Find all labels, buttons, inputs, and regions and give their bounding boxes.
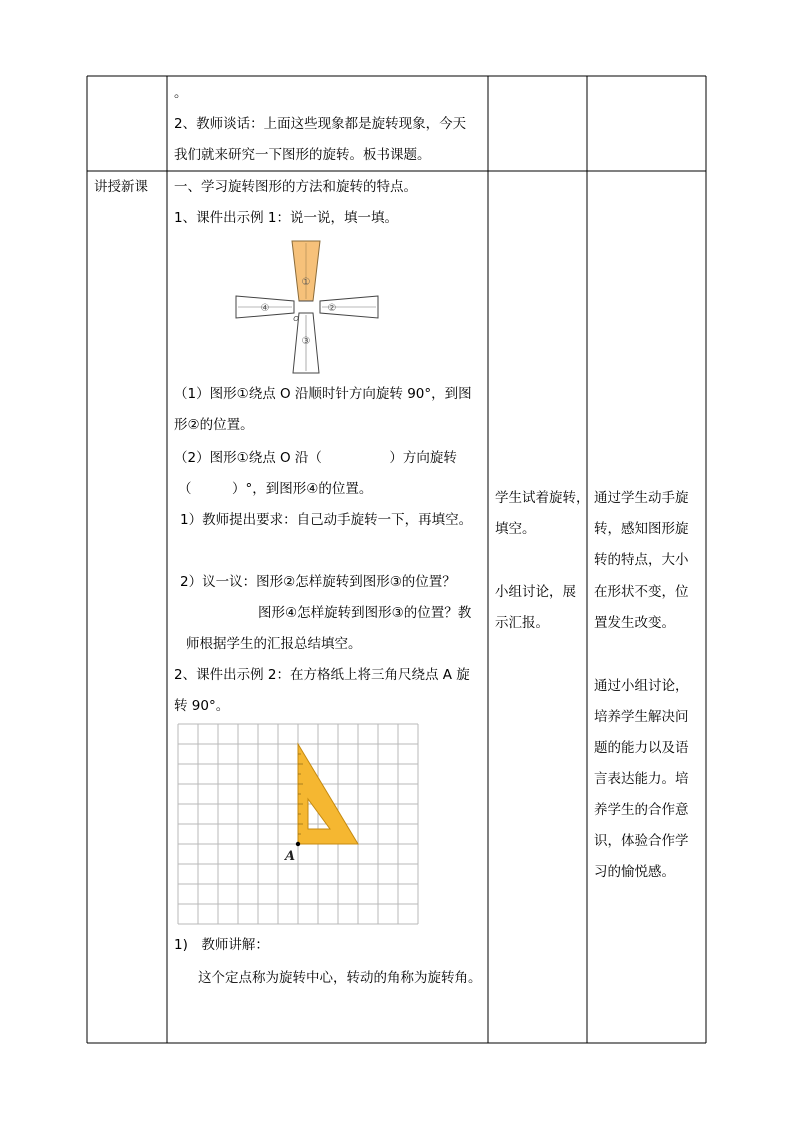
label-o: O [293, 315, 299, 323]
definition-line: 这个定点称为旋转中心，转动的角称为旋转角。 [198, 970, 482, 986]
example1-title: 1、课件出示例 1：说一说，填一填。 [174, 210, 398, 226]
student-line3: 小组讨论，展 [495, 584, 576, 600]
grid-set-square-figure [177, 723, 419, 925]
discussion-line1: 2）议一议：图形②怎样旋转到图形③的位置？ [180, 574, 456, 590]
purpose-line12: 习的愉悦感。 [594, 864, 675, 880]
teacher-explain: 1) 教师讲解： [174, 937, 269, 953]
label-4: ④ [260, 303, 270, 314]
teacher-requirement: 1）教师提出要求：自己动手旋转一下，再填空。 [180, 512, 473, 528]
example2-line1: 2、课件出示例 2：在方格纸上将三角尺绕点 A 旋 [174, 667, 470, 683]
set-square [298, 744, 358, 844]
purpose-line1: 通过学生动手旋 [594, 490, 689, 506]
purpose-line5: 置发生改变。 [594, 615, 675, 631]
purpose-line7: 培养学生解决问 [594, 709, 689, 725]
discussion-line2: 图形④怎样旋转到图形③的位置？教 [258, 605, 472, 621]
point-a-label: A [285, 849, 296, 864]
label-1: ① [301, 277, 311, 288]
question2-line1: （2）图形①绕点 O 沿（ ）方向旋转 [174, 450, 457, 466]
student-line2: 填空。 [495, 521, 536, 537]
row1-line1: 。 [174, 85, 188, 101]
stage-label: 讲授新课 [94, 179, 148, 195]
purpose-line10: 养学生的合作意 [594, 802, 689, 818]
question2-line2: （ ）°，到图形④的位置。 [178, 481, 373, 497]
purpose-line3: 转的特点，大小 [594, 552, 689, 568]
example2-line2: 转 90°。 [174, 698, 230, 714]
question1-line1: （1）图形①绕点 O 沿顺时针方向旋转 90°，到图 [174, 386, 472, 402]
point-a-marker [296, 842, 300, 846]
student-line4: 示汇报。 [495, 615, 549, 631]
label-2: ② [327, 303, 337, 314]
discussion-line3: 师根据学生的汇报总结填空。 [186, 636, 362, 652]
purpose-line6: 通过小组讨论， [594, 678, 689, 694]
purpose-line2: 转，感知图形旋 [594, 521, 689, 537]
section-heading: 一、学习旋转图形的方法和旋转的特点。 [174, 179, 417, 195]
question1-line2: 形②的位置。 [174, 417, 254, 433]
purpose-line8: 题的能力以及语 [594, 740, 689, 756]
rotation-cross-figure [236, 241, 378, 373]
purpose-line11: 识，体验合作学 [594, 833, 689, 849]
label-3: ③ [301, 336, 311, 347]
purpose-line9: 言表达能力。培 [594, 771, 689, 787]
purpose-line4: 在形状不变，位 [594, 584, 689, 600]
student-line1: 学生试着旋转， [495, 490, 590, 506]
row1-line3: 我们就来研究一下图形的旋转。板书课题。 [174, 147, 431, 163]
row1-line2: 2、教师谈话：上面这些现象都是旋转现象，今天 [174, 116, 467, 132]
